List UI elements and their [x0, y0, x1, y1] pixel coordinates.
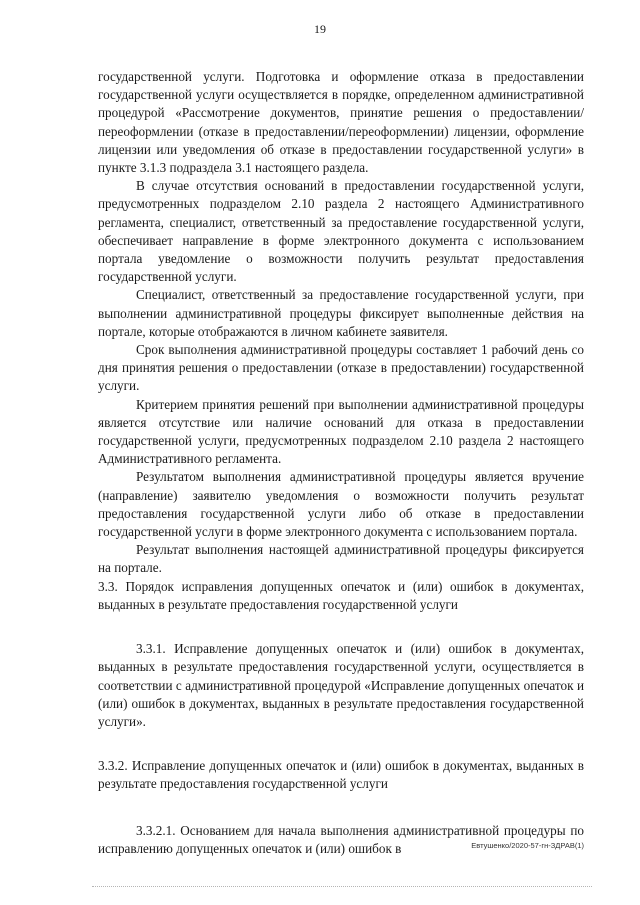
paragraph-continuation: государственной услуги. Подготовка и оформление отказа в предоставлении государственной услуги осуществляется в порядке, определенном административной процедурой «Рассмотрение документов, принятие решения о предоставлении/переоформлении (отказе в предоставлении/переоформлении) лицензии, оформление лицензии или уведомления об отказе в предоставлении государственной услуги» в пункте 3.1.3 подраздела 3.1 настоящего раздела.: [98, 69, 584, 176]
paragraph-criterion: Критерием принятия решений при выполнении административной процедуры является отсутствие или наличие оснований для отказа в предоставлении государственной услуги, предусмотренных подразделом 2.10 раздела 2 настоящего Административного регламента.: [98, 396, 584, 467]
paragraph-result-recorded: Результат выполнения настоящей административной процедуры фиксируется на портале.: [98, 542, 584, 576]
section-title-3-3: 3.3. Порядок исправления допущенных опечаток и (или) ошибок в документах, выданных в результате предоставления государственной услуги: [98, 578, 584, 612]
document-body: [98, 68, 584, 858]
bottom-divider: [92, 886, 592, 887]
paragraph-result: Результатом выполнения административной процедуры является вручение (направление) заявителю уведомления о возможности получить результат предоставления государственной услуги либо об отказе в предоставлении государственной услуги в форме электронного документа с использованием портала.: [98, 469, 584, 540]
paragraph-no-grounds: В случае отсутствия оснований в предоставлении государственной услуги, предусмотренных подразделом 2.10 раздела 2 настоящего Административного регламента, специалист, ответственный за предоставление государственной услуги, обеспечивает направление в форме электронного документа с использованием портала уведомление о возможности получить результат предоставления государственной услуги.: [98, 178, 584, 285]
paragraph-3-3-1: 3.3.1. Исправление допущенных опечаток и (или) ошибок в документах, выданных в результате предоставления государственной услуги, осуществляется в соответствии с административной процедурой «Исправление допущенных опечаток и (или) ошибок в документах, выданных в результате предоставления государственной услуги».: [98, 641, 584, 729]
paragraph-specialist-actions: Специалист, ответственный за предоставление государственной услуги, при выполнении административной процедуры фиксирует выполненные действия на портале, которые отображаются в личном кабинете заявителя.: [98, 287, 584, 339]
document-footer-code: Евтушенко/2020-57-гн-ЗДРАВ(1): [471, 841, 584, 850]
page-number: 19: [314, 22, 326, 36]
section-title-3-3-2: 3.3.2. Исправление допущенных опечаток и (или) ошибок в документах, выданных в результате предоставления государственной услуги: [98, 758, 584, 792]
paragraph-3-3-2-1: 3.3.2.1. Основанием для начала выполнения административной процедуры по исправлению допущенных опечаток и (или) ошибок в: [98, 822, 584, 856]
paragraph-deadline: Срок выполнения административной процедуры составляет 1 рабочий день со дня принятия решения о предоставлении (отказе в предоставлении) государственной услуги.: [98, 342, 584, 394]
